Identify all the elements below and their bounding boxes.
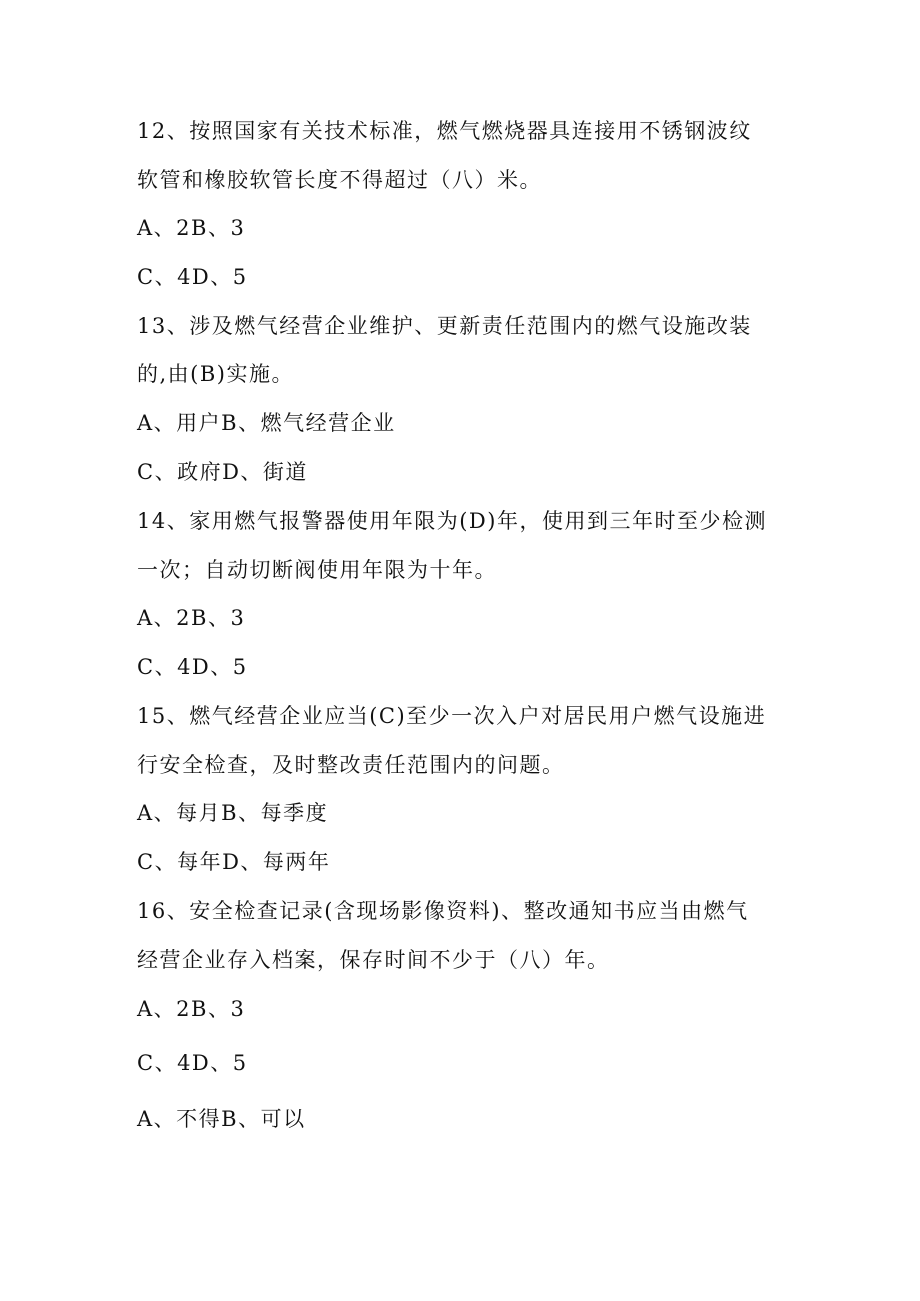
question-16-option-line-2: C、4D、5 [137, 1051, 248, 1075]
question-13-option-line-1: A、用户B、燃气经营企业 [137, 411, 396, 435]
question-12-stem-line-2: 软管和橡胶软管长度不得超过（八）米。 [137, 168, 542, 192]
question-14-stem-line-1: 14、家用燃气报警器使用年限为(D)年，使用到三年时至少检测 [137, 509, 767, 533]
question-12-option-line-2: C、4D、5 [137, 265, 248, 289]
question-14-stem-line-2: 一次；自动切断阀使用年限为十年。 [137, 558, 497, 582]
question-15-stem-line-1: 15、燃气经营企业应当(C)至少一次入户对居民用户燃气设施进 [137, 704, 767, 728]
question-13-option-line-2: C、政府D、街道 [137, 460, 308, 484]
question-12-option-line-1: A、2B、3 [137, 216, 246, 240]
question-15-option-line-2: C、每年D、每两年 [137, 850, 331, 874]
question-12-stem-line-1: 12、按照国家有关技术标准，燃气燃烧器具连接用不锈钢波纹 [137, 119, 752, 143]
question-16-option-line-1: A、2B、3 [137, 997, 246, 1021]
question-14-option-line-1: A、2B、3 [137, 606, 246, 630]
question-16-option-line-3: A、不得B、可以 [137, 1107, 306, 1131]
question-15-option-line-1: A、每月B、每季度 [137, 801, 329, 825]
question-14-option-line-2: C、4D、5 [137, 655, 248, 679]
question-15-stem-line-2: 行安全检查，及时整改责任范围内的问题。 [137, 753, 565, 777]
question-16-stem-line-2: 经营企业存入档案，保存时间不少于（八）年。 [137, 948, 610, 972]
question-13-stem-line-1: 13、涉及燃气经营企业维护、更新责任范围内的燃气设施改装 [137, 314, 752, 338]
question-16-stem-line-1: 16、安全检查记录(含现场影像资料)、整改通知书应当由燃气 [137, 899, 749, 923]
question-13-stem-line-2: 的,由(B)实施。 [137, 362, 294, 386]
